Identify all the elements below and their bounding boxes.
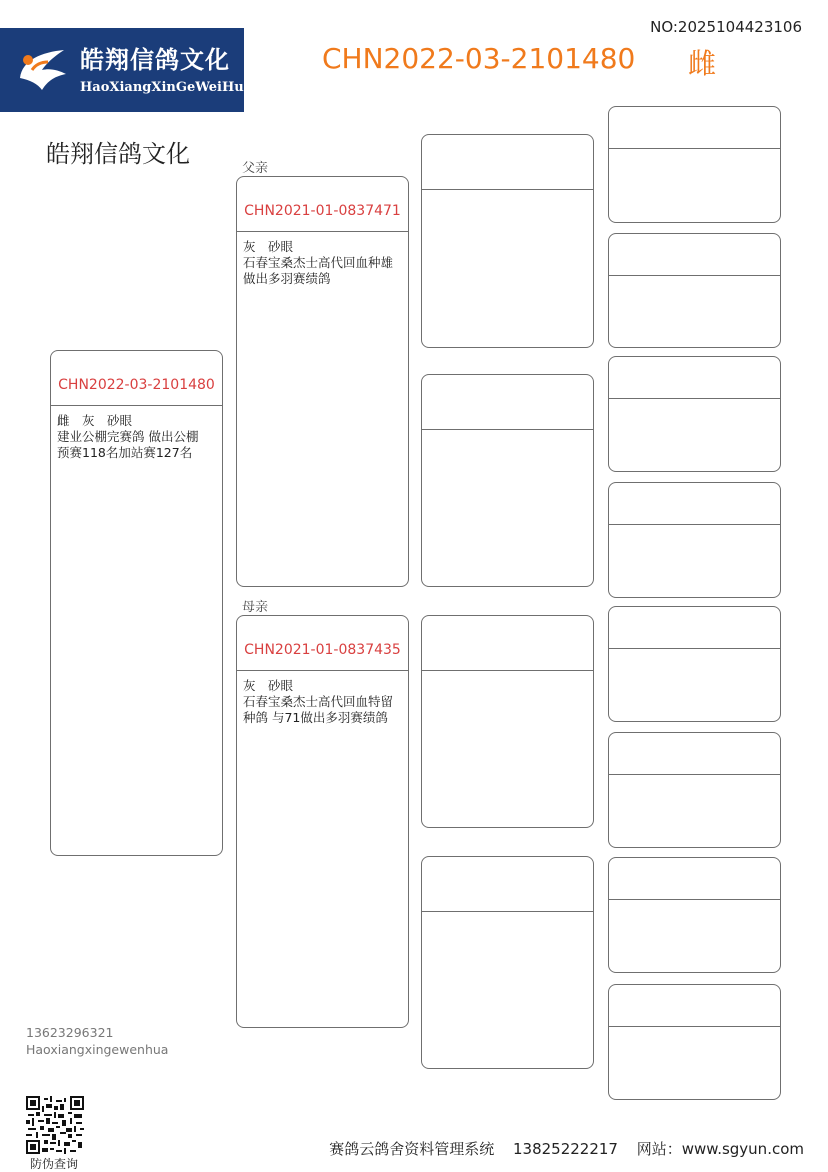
subject-description: 雌 灰 砂眼 建业公棚完赛鸽 做出公棚 预赛118名加站赛127名 (57, 413, 199, 460)
pigeon-logo-icon (12, 40, 72, 100)
grandparent-card (421, 374, 594, 587)
footer (315, 1138, 804, 1159)
great-grandparent-card (608, 482, 781, 598)
subject-card (50, 350, 223, 856)
great-grandparent-card-header (609, 858, 780, 900)
great-grandparent-card (608, 356, 781, 472)
great-grandparent-card-header (609, 733, 780, 775)
great-grandparent-card (608, 732, 781, 848)
father-label: 父亲 (242, 161, 269, 176)
great-grandparent-card-header (609, 357, 780, 399)
document-serial-number: NO:2025104423106 (650, 18, 802, 36)
father-card (236, 176, 409, 587)
mother-card-header (237, 616, 408, 671)
great-grandparent-card-header (609, 483, 780, 525)
great-grandparent-card-header (609, 234, 780, 276)
title-sex: 雌 (688, 47, 717, 80)
mother-description: 灰 砂眼 石春宝桑杰士高代回血特留 种鸽 与71做出多羽赛绩鸽 (243, 678, 394, 725)
logo-english-text: HaoXiangXinGeWeiHua (80, 80, 253, 95)
footer-phone: 13825222217 (513, 1140, 618, 1158)
contact-phone: 13623296321 (26, 1025, 114, 1040)
great-grandparent-card-header (609, 607, 780, 649)
grandparent-card (421, 615, 594, 828)
grandparent-card-header (422, 857, 593, 912)
father-description: 灰 砂眼 石春宝桑杰士高代回血种雄 做出多羽赛绩鸽 (243, 239, 394, 286)
great-grandparent-card (608, 606, 781, 722)
qr-code-icon[interactable] (26, 1096, 84, 1154)
great-grandparent-card (608, 233, 781, 348)
mother-card (236, 615, 409, 1028)
grandparent-card-header (422, 135, 593, 190)
great-grandparent-card-header (609, 985, 780, 1027)
brand-logo (0, 28, 253, 112)
logo-chinese-text: 皓翔信鸽文化 (80, 46, 230, 74)
father-ring-number: CHN2021-01-0837471 (244, 203, 401, 219)
footer-system-name: 赛鸽云鸽舍资料管理系统 (329, 1140, 495, 1158)
contact-name: Haoxiangxingewenhua (26, 1042, 169, 1057)
subject-card-header (51, 351, 222, 406)
grandparent-card-header (422, 616, 593, 671)
footer-website[interactable]: 网站：www.sgyun.com (636, 1140, 804, 1158)
grandparent-card-header (422, 375, 593, 430)
loft-name: 皓翔信鸽文化 (46, 140, 190, 168)
great-grandparent-card-header (609, 107, 780, 149)
mother-ring-number: CHN2021-01-0837435 (244, 642, 401, 658)
great-grandparent-card (608, 857, 781, 973)
grandparent-card (421, 134, 594, 348)
title-ring-number: CHN2022-03-2101480 (322, 42, 636, 75)
great-grandparent-card (608, 984, 781, 1100)
grandparent-card (421, 856, 594, 1069)
great-grandparent-card (608, 106, 781, 223)
mother-label: 母亲 (242, 600, 269, 615)
subject-ring-number: CHN2022-03-2101480 (58, 377, 215, 393)
anti-fake-query-label: 防伪查询 (30, 1157, 79, 1171)
father-card-header (237, 177, 408, 232)
